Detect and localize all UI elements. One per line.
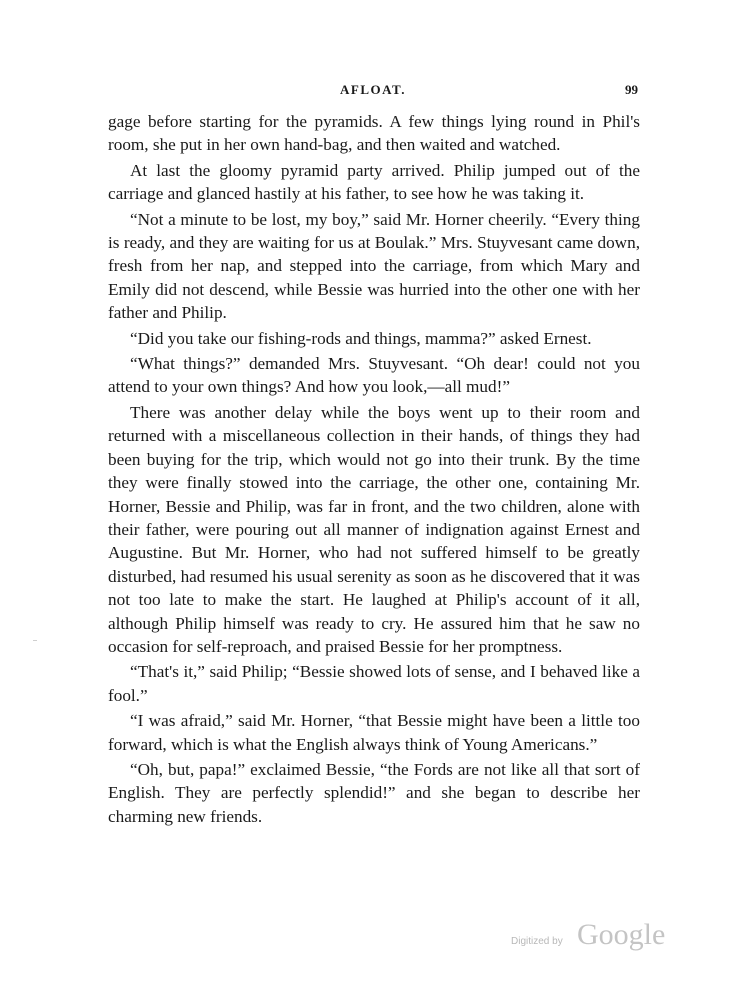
page-number: 99 bbox=[625, 82, 638, 97]
body-text bbox=[108, 110, 640, 828]
paragraph: “That's it,” said Philip; “Bessie showed lots of sense, and I behaved like a fool.” bbox=[108, 662, 640, 705]
running-head bbox=[108, 82, 638, 102]
paragraph: “Oh, but, papa!” exclaimed Bessie, “the Fords are not like all that sort of English. They are perfectly splendid!” and she began to describe her charming new friends. bbox=[108, 759, 640, 826]
paragraph: “I was afraid,” said Mr. Horner, “that Bessie might have been a little too forward, which is what the English always think of Young Americans.” bbox=[108, 711, 640, 754]
paragraph: At last the gloomy pyramid party arrived. Philip jumped out of the carriage and glanced hastily at his father, to see how he was taking it. bbox=[108, 160, 640, 204]
paragraph: There was another delay while the boys went up to their room and returned with a miscellaneous collection in their hands, of things they had been buying for the trip, which would not go into their trunk. By the time they were finally stowed into the carriage, the other one, containing Mr. Horner, Bessie and Philip, was far in front, and the two children, alone with their father, were pouring out all manner of indignation against Ernest and Augustine. But Mr. Horner, who had not suffered himself to be greatly disturbed, had resumed his usual serenity as soon as he discovered that it was not too late to make the start. He laughed at Philip's account of it all, although Philip himself was ready to cry. He assured him that he saw no occasion for self-reproach, and praised Bessie for her promptness. bbox=[108, 402, 640, 656]
paragraph-continuation: gage before starting for the pyramids. A few things lying round in Phil's room, she put in her own hand-bag, and then waited and watched. bbox=[108, 112, 640, 155]
paragraph: “Not a minute to be lost, my boy,” said Mr. Horner cheerily. “Every thing is ready, and they are waiting for us at Boulak.” Mrs. Stuyvesant came down, fresh from her nap, and stepped into the carriage, from which Mary and Emily did not descend, while Bessie was hurried into the other one with her father and Philip. bbox=[108, 209, 640, 323]
digitized-watermark bbox=[511, 918, 671, 958]
running-title: AFLOAT. bbox=[340, 82, 406, 97]
watermark-prefix: Digitized by bbox=[511, 936, 563, 947]
paragraph: “Did you take our fishing-rods and things, mamma?” asked Ernest. bbox=[130, 328, 592, 348]
margin-mark bbox=[33, 640, 37, 641]
paragraph: “What things?” demanded Mrs. Stuyvesant. “Oh dear! could not you attend to your own things? And how you look,—all mud!” bbox=[108, 354, 640, 397]
google-logo-icon: Google bbox=[577, 918, 666, 951]
